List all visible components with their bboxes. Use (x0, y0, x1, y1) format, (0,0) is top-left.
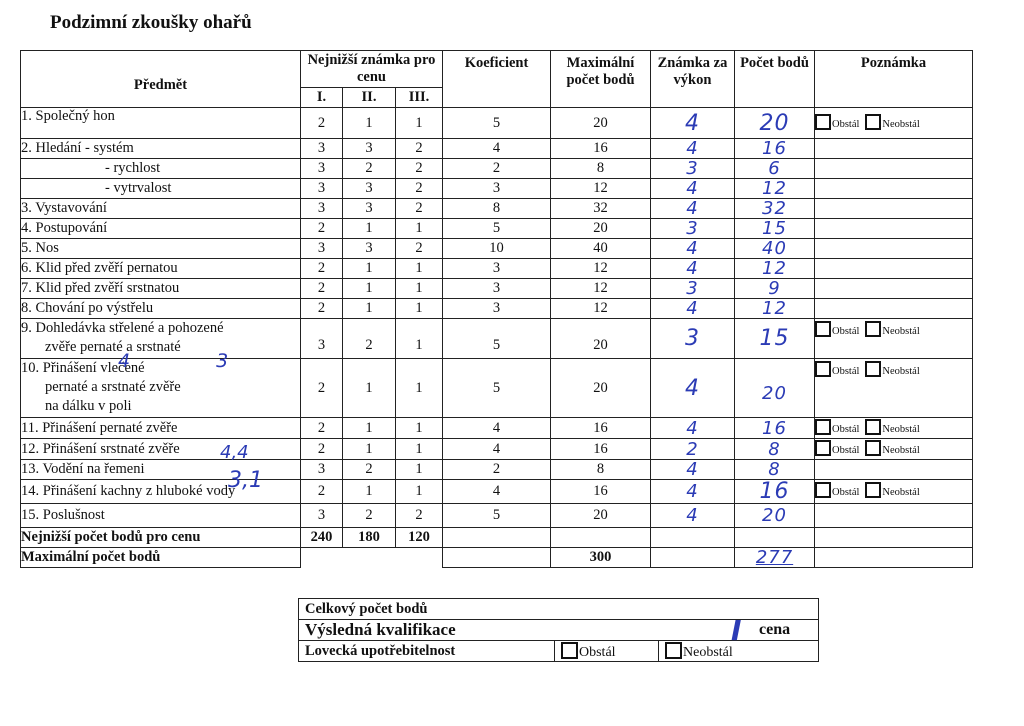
failed-checkbox[interactable] (865, 361, 881, 377)
min-total-p3: 120 (396, 528, 443, 548)
handwritten-grade[interactable]: 4 (651, 480, 735, 504)
passed-checkbox[interactable] (815, 114, 831, 130)
handwritten-points[interactable]: 40 (735, 239, 815, 259)
handwritten-grade[interactable]: 2 (651, 439, 735, 460)
subject-cell: 7. Klid před zvěří srstnatou (21, 279, 301, 299)
handwritten-grade[interactable]: 4 (651, 299, 735, 319)
failed-checkbox[interactable] (865, 321, 881, 337)
handwritten-grade[interactable]: 4 (651, 504, 735, 528)
min-total-p1: 240 (301, 528, 343, 548)
note-checkboxes: Obstál Neobstál (815, 439, 973, 460)
passed-checkbox[interactable] (815, 482, 831, 498)
subject-cell: 10. Přinášení vlečené pernaté a srstnaté zvěře na dálku v poli (21, 359, 301, 418)
passed-checkbox[interactable] (815, 321, 831, 337)
note-checkboxes: Obstál Neobstál (815, 418, 973, 439)
subject-cell: 14. Přinášení kachny z hluboké vody (21, 480, 301, 504)
handwritten-points[interactable]: 16 (735, 480, 815, 504)
header-coefficient: Koeficient (443, 51, 551, 108)
failed-checkbox[interactable] (865, 440, 881, 456)
header-prize-2: II. (343, 88, 396, 108)
handwritten-grade[interactable]: 4 (651, 359, 735, 418)
final-qualification: Výsledná kvalifikace I cena (299, 620, 819, 641)
subject-cell: - vytrvalost (21, 179, 301, 199)
total-points-handwritten[interactable]: 277 (735, 548, 815, 568)
grades-table: Předmět Nejnižší známka pro cenu Koeficient Maximální počet bodů Známka za výkon Počet bodů Poznámka I. II. III. 1. Společný hon 2 1 1 5 20 4 20 Obstál Neobstál 2. Hledání - systém 3 3 2 4 16 4 16 - rychlost 3 2 2 2 8 3 6 - vytrvalost 3 3 2 3 12 4 12 3. Vystavování 3 3 2 8 32 4 32 4. Postupování 2 1 1 5 20 3 15 5. Nos 3 3 2 10 40 4 40 6. Klid před zvěří pernatou 2 1 1 3 12 4 12 7. Klid před zvěří srstnatou 2 1 1 3 12 3 9 8. Chování po výstřelu 2 1 1 3 12 4 12 9. Dohledávka střelené a pohozené zvěře pernaté a srstnaté 3 2 1 5 20 3 15 Obstál Neobstál 10. Přinášení vlečené pernaté a srstnaté zvěře na dálku v poli 2 1 1 5 20 4 20 Obstál Neobstál 11. Přinášení pernaté zvěře 2 1 1 4 16 4 16 Obstál Neobstál 12. Přinášení srstnaté zvěře 2 1 1 4 16 2 8 Obstál Neobstál 13. Vodění na řemeni 3 2 1 2 8 4 8 14. Přinášení kachny z hluboké vody 2 1 1 4 16 4 16 Obstál Neobstál 15. Poslušnost 3 2 2 5 20 4 20 Nejnižší počet bodů pro cenu 240 180 120 Maximální počet bodů 300 277 (20, 50, 973, 568)
handwritten-grade[interactable]: 4 (651, 418, 735, 439)
passed-checkbox[interactable] (815, 440, 831, 456)
handwritten-grade[interactable]: 4 (651, 259, 735, 279)
note-checkboxes: Obstál Neobstál (815, 319, 973, 359)
header-max-points: Maximální počet bodů (551, 51, 651, 108)
handwritten-points[interactable]: 16 (735, 139, 815, 159)
handwritten-points[interactable]: 12 (735, 299, 815, 319)
handwritten-grade[interactable]: 3 (651, 319, 735, 359)
min-total-label: Nejnižší počet bodů pro cenu (21, 528, 301, 548)
failed-checkbox[interactable] (865, 114, 881, 130)
handwritten-points[interactable]: 8 (735, 460, 815, 480)
handwritten-points[interactable]: 20 (735, 359, 815, 418)
handwritten-points[interactable]: 20 (735, 504, 815, 528)
note-checkboxes: Obstál Neobstál (815, 359, 973, 418)
hunting-passed-checkbox[interactable] (561, 642, 578, 659)
total-points-label: Celkový počet bodů (299, 599, 819, 620)
handwritten-grade[interactable]: 4 (651, 179, 735, 199)
handwritten-grade[interactable]: 3 (651, 219, 735, 239)
handwritten-grade[interactable]: 4 (651, 139, 735, 159)
row12-handwritten-note: 3,1 (228, 468, 263, 493)
handwritten-points[interactable]: 6 (735, 159, 815, 179)
subject-cell: 15. Poslušnost (21, 504, 301, 528)
handwritten-grade[interactable]: 4 (651, 239, 735, 259)
header-grade: Známka za výkon (651, 51, 735, 108)
max-total-value: 300 (551, 548, 651, 568)
handwritten-grade[interactable]: 4 (651, 460, 735, 480)
row9-handwritten-note: 4 3 (118, 350, 269, 372)
handwritten-points[interactable]: 32 (735, 199, 815, 219)
handwritten-grade[interactable]: 3 (651, 279, 735, 299)
subject-cell: 11. Přinášení pernaté zvěře (21, 418, 301, 439)
passed-checkbox[interactable] (815, 361, 831, 377)
handwritten-points[interactable]: 16 (735, 418, 815, 439)
subject-cell: 4. Postupování (21, 219, 301, 239)
summary-table (298, 598, 819, 662)
note-checkboxes: Obstál Neobstál (815, 108, 973, 139)
handwritten-grade[interactable]: 3 (651, 159, 735, 179)
handwritten-points[interactable]: 8 (735, 439, 815, 460)
handwritten-points[interactable]: 15 (735, 319, 815, 359)
note-checkboxes: Obstál Neobstál (815, 480, 973, 504)
failed-checkbox[interactable] (865, 482, 881, 498)
header-min-grade: Nejnižší známka pro cenu (301, 51, 443, 88)
subject-cell: 12. Přinášení srstnaté zvěře (21, 439, 301, 460)
subject-cell: 9. Dohledávka střelené a pohozené zvěře pernaté a srstnaté (21, 319, 301, 359)
subject-cell: - rychlost (21, 159, 301, 179)
failed-checkbox[interactable] (865, 419, 881, 435)
header-note: Poznámka (815, 51, 973, 88)
subject-cell: 8. Chování po výstřelu (21, 299, 301, 319)
hunting-passed-option: Obstál (555, 641, 659, 662)
passed-checkbox[interactable] (815, 419, 831, 435)
header-prize-1: I. (301, 88, 343, 108)
header-subject: Předmět (21, 51, 301, 108)
hunting-failed-checkbox[interactable] (665, 642, 682, 659)
subject-cell: 1. Společný hon (21, 108, 301, 139)
handwritten-grade[interactable]: 4 (651, 199, 735, 219)
handwritten-points[interactable]: 20 (735, 108, 815, 139)
hunting-failed-option: Neobstál (659, 641, 819, 662)
subject-cell: 3. Vystavování (21, 199, 301, 219)
handwritten-grade[interactable]: 4 (651, 108, 735, 139)
header-points: Počet bodů (735, 51, 815, 108)
header-prize-3: III. (396, 88, 443, 108)
hunting-usability-label: Lovecká upotřebitelnost (299, 641, 555, 662)
subject-cell: 6. Klid před zvěří pernatou (21, 259, 301, 279)
subject-cell: 5. Nos (21, 239, 301, 259)
final-prize-handwritten[interactable]: I (731, 614, 743, 647)
min-total-p2: 180 (343, 528, 396, 548)
handwritten-points[interactable]: 12 (735, 179, 815, 199)
subject-cell: 2. Hledání - systém (21, 139, 301, 159)
handwritten-points[interactable]: 12 (735, 259, 815, 279)
max-total-label: Maximální počet bodů (21, 548, 301, 568)
subject-cell: 13. Vodění na řemeni (21, 460, 301, 480)
row11-handwritten-note: 4,4 (220, 442, 249, 463)
handwritten-points[interactable]: 9 (735, 279, 815, 299)
handwritten-points[interactable]: 15 (735, 219, 815, 239)
page-title: Podzimní zkoušky ohařů (50, 12, 252, 33)
